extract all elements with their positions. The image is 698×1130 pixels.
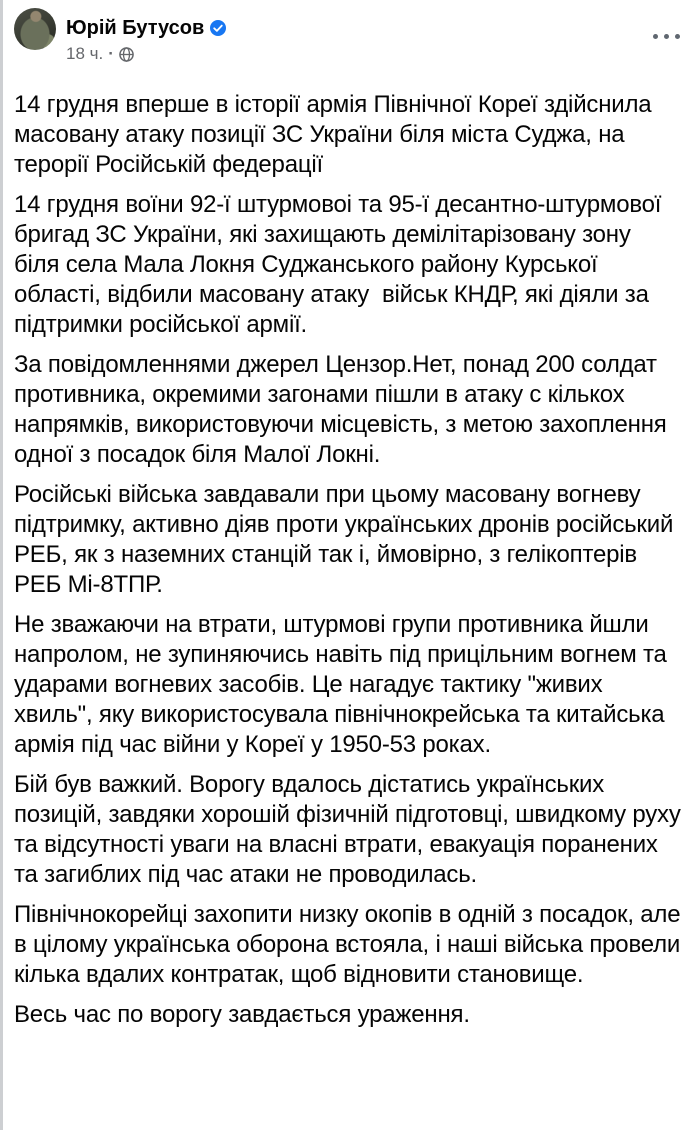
- post-paragraph: Російські війська завдавали при цьому масовану вогневу підтримку, активно діяв проти українських дронів російський РЕБ, як з наземних станцій так і, ймовірно, з гелікоптерів РЕБ Мі-8ТПР.: [14, 481, 680, 598]
- timestamp[interactable]: 18 ч.: [66, 44, 104, 63]
- post-paragraph: Бій був важкий. Ворогу вдалось дістатись українських позицій, завдяки хорошій фізичній підготовці, швидкому руху та відсутності уваги на власні втрати, евакуація поранених та загиблих під час атаки не проводилась.: [14, 771, 688, 888]
- avatar[interactable]: [14, 8, 56, 50]
- post-paragraph: Північнокорейці захопити низку окопів в одній з посадок, але в цілому українська оборона встояла, і наші війська провели кілька вдалих контратак, щоб відновити становище.: [14, 901, 687, 988]
- header-info: [66, 8, 226, 65]
- author-name-row: [66, 16, 226, 40]
- post-text: [0, 76, 698, 1030]
- author-name-link[interactable]: Юрій Бутусов: [66, 17, 205, 39]
- more-options-button[interactable]: [651, 28, 682, 45]
- screen-edge-line: [0, 0, 3, 1130]
- ellipsis-more-icon: [675, 34, 680, 39]
- globe-icon: [119, 47, 134, 62]
- ellipsis-more-icon: [653, 34, 658, 39]
- post-paragraph: 14 грудня воїни 92-ї штурмовоі та 95-ї десантно-штурмової бригад ЗС України, які захищають демілітарізовану зону біля села Мала Локня Суджанського району Курської області, відбили масовану атаку військ КНДР, які діяли за підтримки російської армії.: [14, 191, 668, 338]
- post-paragraph: Не зважаючи на втрати, штурмові групи противника йшли напролом, не зупиняючись навіть під прицільним вогнем та ударами вогневих засобів. Це нагадує тактику "живих хвиль", яку використосувала північнокрейська та китайська армія під час війни у Кореї у 1950-53 роках.: [14, 611, 674, 758]
- verified-badge-icon: [210, 20, 226, 36]
- post-paragraph: Весь час по ворогу завдається ураження.: [14, 1001, 470, 1028]
- post-paragraph: 14 грудня вперше в історії армія Північної Кореї здійснила масовану атаку позиції ЗС України біля міста Суджа, на терорії Російській федерації: [14, 91, 658, 178]
- post-paragraph: За повідомленнями джерел Цензор.Нет, понад 200 солдат противника, окремими загонами пішли в атаку с кількох напрямків, використовуючи місцевість, з метою захоплення одної з посадок біля Малої Локні.: [14, 351, 674, 468]
- post-header: [0, 0, 698, 76]
- meta-separator: ·: [108, 44, 114, 63]
- post-meta-row[interactable]: [66, 43, 226, 65]
- ellipsis-more-icon: [664, 34, 669, 39]
